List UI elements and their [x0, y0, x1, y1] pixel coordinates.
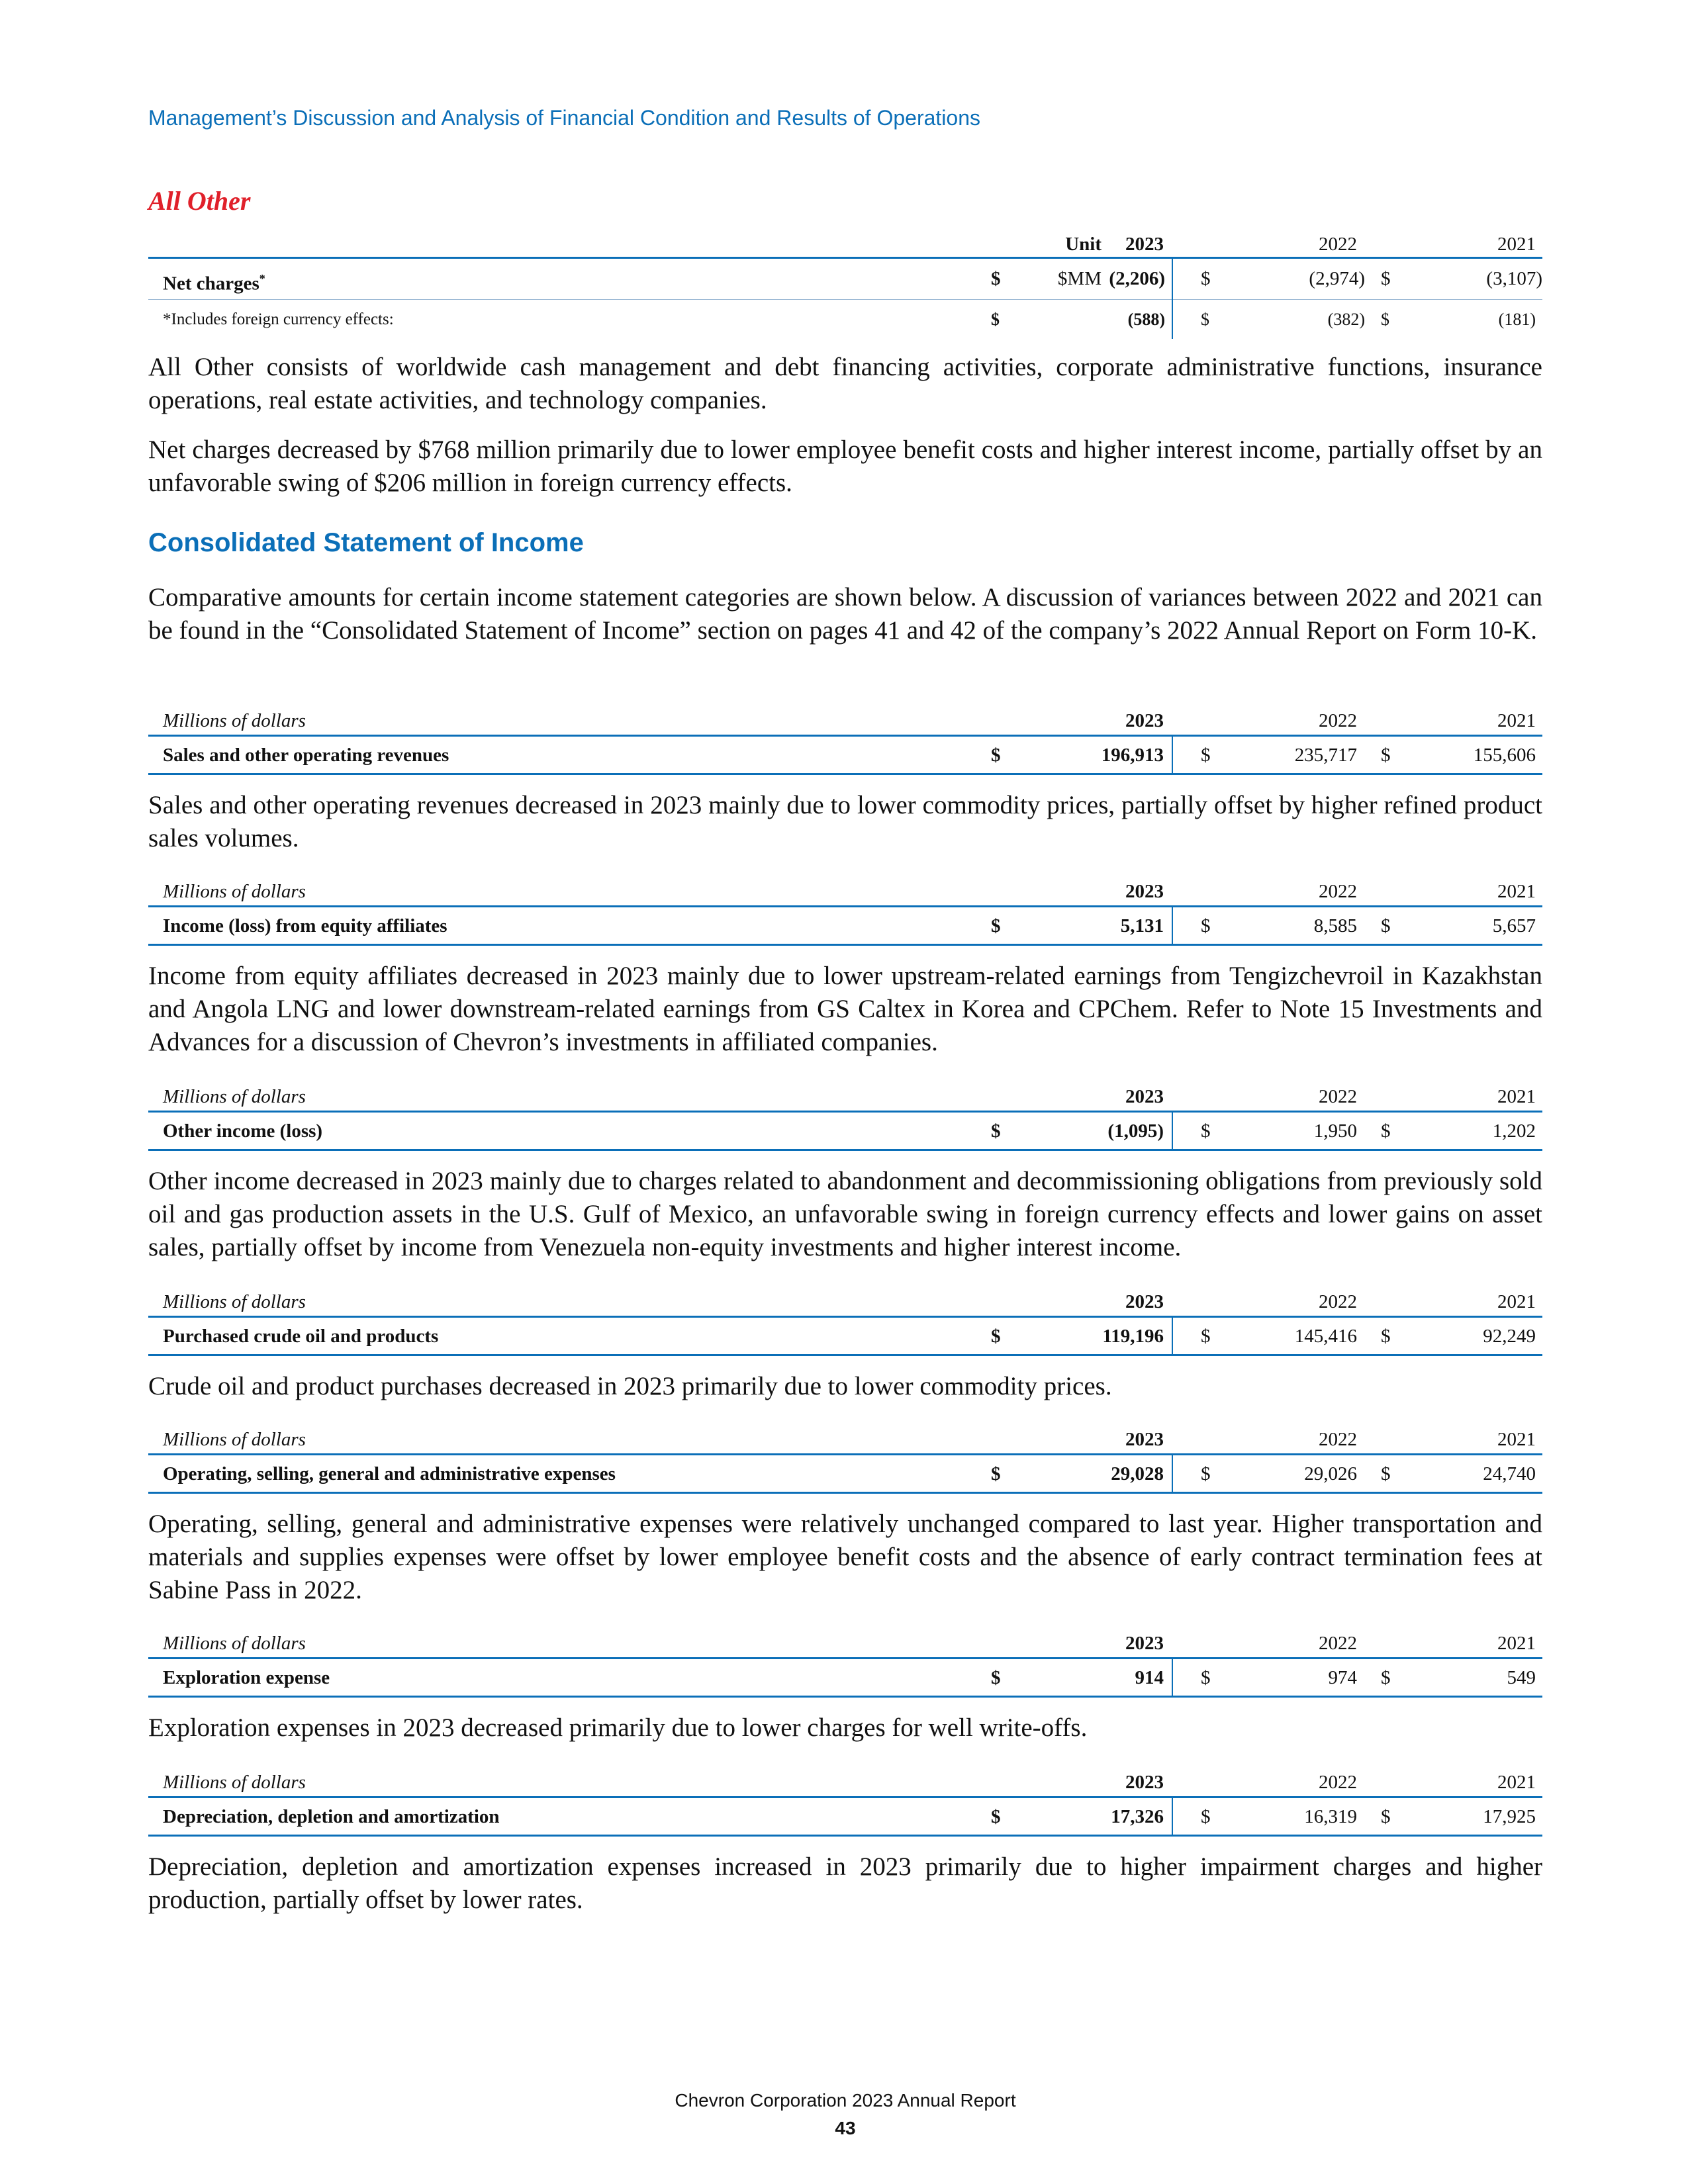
value-2021: 155,606 [1473, 745, 1536, 766]
all-other-paragraph-1: All Other consists of worldwide cash management and debt financing activities, corporate administrative functions, insurance operations, real estate activities, and technology companies. [148, 353, 1542, 414]
all-other-title: All Other [148, 186, 251, 216]
value-2021: 17,925 [1483, 1806, 1536, 1827]
col-2021: 2021 [1497, 1291, 1536, 1312]
table-caption: Millions of dollars [163, 1633, 306, 1654]
value-2023: 17,326 [1111, 1806, 1164, 1827]
col-2022: 2022 [1319, 710, 1357, 731]
income-table [148, 1624, 1542, 1688]
value-2021: 5,657 [1492, 915, 1536, 936]
col-2021: 2021 [1497, 1633, 1536, 1654]
row-label: Sales and other operating revenues [163, 745, 449, 766]
col-2022: 2022 [1319, 1772, 1357, 1793]
all-other-table [148, 225, 1542, 329]
income-table [148, 1763, 1542, 1827]
row-unit: $MM [1057, 268, 1102, 289]
col-2022: 2022 [1319, 1086, 1357, 1107]
table-row: Operating, selling, general and administrative expenses $ 29,028 $ 29,026 $ 24,740 [148, 1455, 1542, 1493]
value-2021: 1,202 [1492, 1120, 1536, 1142]
table-commentary: Operating, selling, general and administrative expenses were relatively unchanged compared to last year. Higher transportation and materials and supplies expenses were offset by lower employee benefit costs and the absence of early contract termination fees at Sabine Pass in 2022. [148, 1510, 1542, 1604]
value-2023: 5,131 [1120, 915, 1164, 936]
value-2023: (2,206) [1109, 268, 1165, 289]
col-2022: 2022 [1319, 881, 1357, 902]
footer-title: Chevron Corporation 2023 Annual Report [675, 2090, 1016, 2111]
col-2021: 2021 [1497, 1429, 1536, 1450]
col-2023: 2023 [1125, 234, 1164, 255]
table-row: *Includes foreign currency effects: $ (588) $ (382) $ (181) [148, 300, 1542, 339]
row-label: *Includes foreign currency effects: [163, 310, 394, 328]
value-2023: (588) [1127, 310, 1165, 329]
value-2023: 196,913 [1101, 745, 1164, 766]
row-label: Purchased crude oil and products [163, 1326, 439, 1347]
table-commentary: Other income decreased in 2023 mainly due to charges related to abandonment and decommissioning obligations from previously sold oil and gas production assets in the U.S. Gulf of Mexico, an unfavorable swing in foreign currency effects and lower gains on asset sales, partially offset by income from Venezuela non-equity investments and higher interest income. [148, 1167, 1542, 1261]
income-table [148, 702, 1542, 766]
table-commentary: Sales and other operating revenues decreased in 2023 mainly due to lower commodity prices, partially offset by higher refined product sales volumes. [148, 791, 1542, 852]
page [148, 0, 1542, 2184]
row-label: Income (loss) from equity affiliates [163, 915, 447, 936]
value-2021: 24,740 [1483, 1463, 1536, 1484]
page-number: 43 [835, 2118, 856, 2138]
table-commentary: Crude oil and product purchases decreased in 2023 primarily due to lower commodity prices. [148, 1372, 1112, 1400]
value-2023: 29,028 [1111, 1463, 1164, 1484]
table-caption: Millions of dollars [163, 1086, 306, 1107]
table-row: Other income (loss) $ (1,095) $ 1,950 $ 1,202 [148, 1112, 1542, 1150]
col-2022: 2022 [1319, 1291, 1357, 1312]
table-row: Sales and other operating revenues $ 196,913 $ 235,717 $ 155,606 [148, 736, 1542, 774]
table-commentary: Exploration expenses in 2023 decreased primarily due to lower charges for well write-offs. [148, 1713, 1088, 1742]
value-2022: 8,585 [1313, 915, 1357, 936]
table-caption: Millions of dollars [163, 1772, 306, 1793]
value-2023: 119,196 [1102, 1326, 1164, 1347]
table-row: Depreciation, depletion and amortization $ 17,326 $ 16,319 $ 17,925 [148, 1797, 1542, 1836]
col-2023: 2023 [1125, 1633, 1164, 1654]
value-2022: 29,026 [1304, 1463, 1357, 1484]
table-row: Exploration expense $ 914 $ 974 $ 549 [148, 1659, 1542, 1697]
value-2021: (3,107) [1486, 268, 1542, 289]
row-label: Operating, selling, general and administrative expenses [163, 1463, 616, 1484]
table-row: Income (loss) from equity affiliates $ 5,131 $ 8,585 $ 5,657 [148, 907, 1542, 945]
col-2023: 2023 [1125, 1772, 1164, 1793]
row-label: Net charges* [163, 272, 265, 295]
value-2021: 549 [1507, 1667, 1536, 1688]
value-2022: 1,950 [1313, 1120, 1357, 1142]
col-2022: 2022 [1319, 234, 1357, 255]
consolidated-intro: Comparative amounts for certain income statement categories are shown below. A discussion of variances between 2022 and 2021 can be found in the “Consolidated Statement of Income” section on pages 41 and 42 of the company’s 2022 Annual Report on Form 10-K. [148, 583, 1542, 645]
row-label: Exploration expense [163, 1667, 330, 1688]
table-caption: Millions of dollars [163, 881, 306, 902]
income-table [148, 1077, 1542, 1142]
value-2023: 914 [1135, 1667, 1164, 1688]
col-2021: 2021 [1497, 234, 1536, 255]
col-2022: 2022 [1319, 1633, 1357, 1654]
table-caption: Millions of dollars [163, 710, 306, 731]
col-2021: 2021 [1497, 1086, 1536, 1107]
col-2021: 2021 [1497, 710, 1536, 731]
table-row: Purchased crude oil and products $ 119,196 $ 145,416 $ 92,249 [148, 1317, 1542, 1355]
table-row: Net charges* $MM $ (2,206) $ (2,974) $ (3,107) [148, 259, 1542, 298]
table-caption: Millions of dollars [163, 1291, 306, 1312]
value-2021: (181) [1498, 310, 1536, 329]
income-table [148, 872, 1542, 936]
value-2022: 16,319 [1304, 1806, 1357, 1827]
col-2023: 2023 [1125, 710, 1164, 731]
running-header: Management’s Discussion and Analysis of Financial Condition and Results of Operations [148, 106, 980, 130]
value-2022: 145,416 [1294, 1326, 1357, 1347]
table-caption: Millions of dollars [163, 1429, 306, 1450]
value-2021: 92,249 [1483, 1326, 1536, 1347]
col-2021: 2021 [1497, 1772, 1536, 1793]
col-unit: Unit [1065, 234, 1102, 255]
income-table [148, 1283, 1542, 1347]
value-2022: 974 [1328, 1667, 1357, 1688]
table-commentary: Depreciation, depletion and amortization expenses increased in 2023 primarily due to higher impairment charges and higher production, partially offset by lower rates. [148, 1852, 1542, 1914]
table-commentary: Income from equity affiliates decreased in 2023 mainly due to lower upstream-related earnings from Tengizchevroil in Kazakhstan and Angola LNG and lower downstream-related earnings from GS Caltex in Korea and CPChem. Refer to Note 15 Investments and Advances for a discussion of Chevron’s investments in affiliated companies. [148, 962, 1542, 1056]
row-label: Other income (loss) [163, 1120, 323, 1142]
value-2022: (382) [1327, 310, 1365, 329]
value-2022: 235,717 [1294, 745, 1357, 766]
income-table [148, 1420, 1542, 1484]
col-2022: 2022 [1319, 1429, 1357, 1450]
all-other-paragraph-2: Net charges decreased by $768 million primarily due to lower employee benefit costs and higher interest income, partially offset by an unfavorable swing of $206 million in foreign currency effects. [148, 435, 1542, 497]
value-2023: (1,095) [1107, 1120, 1164, 1142]
value-2022: (2,974) [1309, 268, 1365, 289]
col-2023: 2023 [1125, 881, 1164, 902]
col-2021: 2021 [1497, 881, 1536, 902]
col-2023: 2023 [1125, 1086, 1164, 1107]
col-2023: 2023 [1125, 1291, 1164, 1312]
col-2023: 2023 [1125, 1429, 1164, 1450]
consolidated-title: Consolidated Statement of Income [148, 528, 584, 557]
row-label: Depreciation, depletion and amortization [163, 1806, 500, 1827]
